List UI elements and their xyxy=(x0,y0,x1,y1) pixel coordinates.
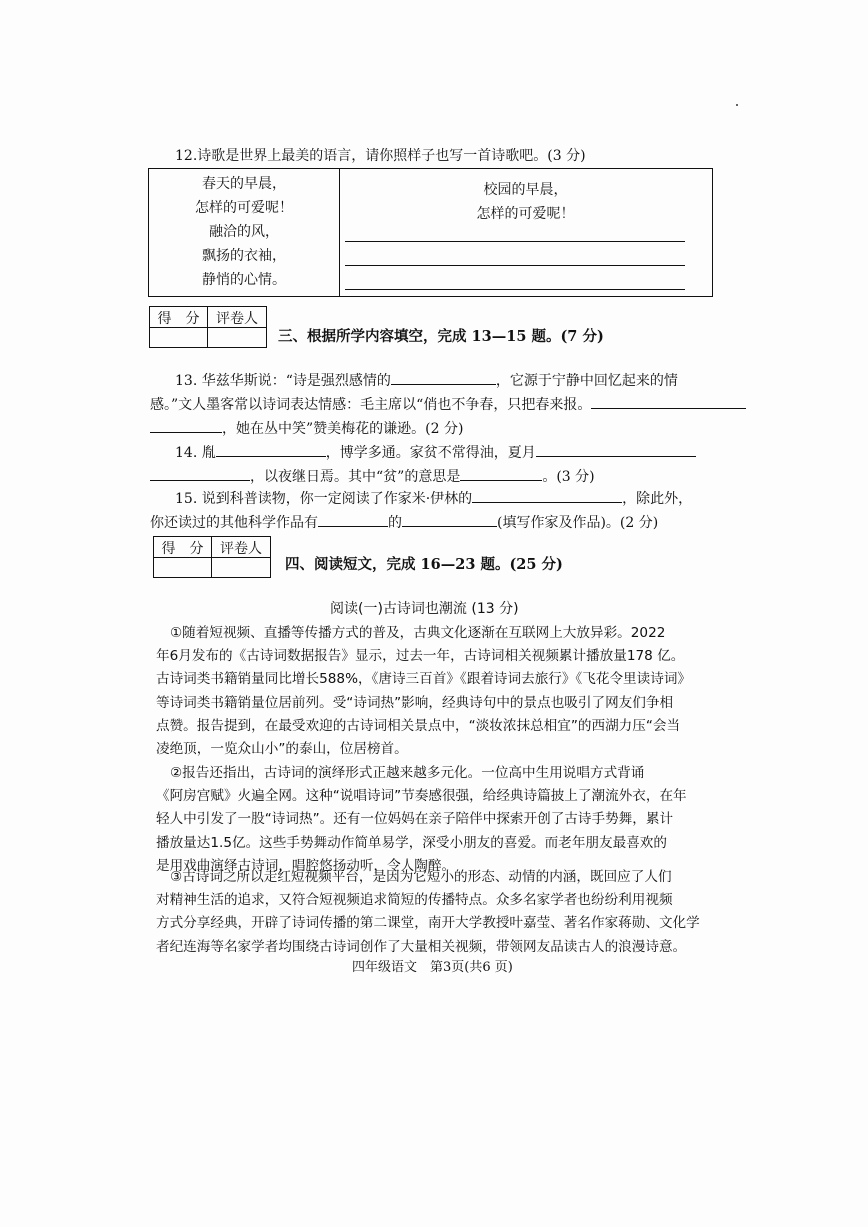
paragraph-line: ②报告还指出，古诗词的演绎形式正越来越多元化。一位高中生用说唱方式背诵 xyxy=(170,765,645,781)
section-4-title: 四、阅读短文，完成 16—23 题。(25 分) xyxy=(285,556,563,573)
paragraph-1 xyxy=(156,622,711,761)
poem-line: 春天的早晨， xyxy=(202,176,286,192)
question-12: 12.诗歌是世界上最美的语言，请你照样子也写一首诗歌吧。(3 分) xyxy=(175,148,586,164)
answer-blank[interactable] xyxy=(318,512,388,527)
answer-blank[interactable] xyxy=(150,418,222,433)
paragraph-line: 等诗词类书籍销量位居前列。受“诗词热”影响，经典诗句中的景点也吸引了网友们争相 xyxy=(156,694,674,711)
poem-line: 融洽的风， xyxy=(209,224,279,240)
question-13-line-1 xyxy=(175,370,678,391)
q15-text: 你还读过的其他科学作品有 xyxy=(150,515,318,531)
answer-blank[interactable] xyxy=(391,370,496,385)
paragraph-line: ③古诗词之所以走红短视频平台，是因为它短小的形态、动情的内涵，既回应了人们 xyxy=(170,869,672,885)
answer-blank[interactable] xyxy=(402,512,497,527)
q14-text: ，博学多通。家贫不常得油，夏月 xyxy=(325,445,536,461)
q14-text: ，以夜继日焉。其中“贫”的意思是 xyxy=(250,469,461,485)
reading-title: 阅读(一)古诗词也潮流 (13 分) xyxy=(330,601,519,617)
example-poem xyxy=(149,169,340,296)
q13-text: ，它源于宁静中回忆起来的情 xyxy=(495,373,678,389)
paragraph-line: 《阿房宫赋》火遍全网。这种“说唱诗词”节奏感很强，给经典诗篇披上了潮流外衣，在年 xyxy=(156,788,687,805)
answer-blank[interactable] xyxy=(150,466,250,481)
q15-text: 15. 说到科普读物，你一定阅读了作家米·伊林的 xyxy=(175,491,473,507)
paragraph-line: 播放量达1.5亿。这些手势舞动作简单易学，深受小朋友的喜爱。而老年朋友最喜欢的 xyxy=(156,834,667,851)
score-label: 得 分 xyxy=(157,311,200,327)
paragraph-line: ①随着短视频、直播等传播方式的普及，古典文化逐渐在互联网上大放异彩。2022 xyxy=(170,625,666,641)
score-box xyxy=(153,536,271,578)
q13-text: 感。”文人墨客常以诗词表达情感：毛主席以“俏也不争春，只把春来报。 xyxy=(150,397,592,413)
paragraph-line: 轻人中引发了一股“诗词热”。还有一位妈妈在亲子陪伴中探索开创了古诗手势舞，累计 xyxy=(156,811,674,828)
answer-blank[interactable] xyxy=(591,394,746,409)
answer-blank[interactable] xyxy=(536,442,696,457)
poem-line: 静悄的心情。 xyxy=(202,272,286,288)
q15-text: ，除此外， xyxy=(622,491,693,507)
paragraph-line: 对精神生活的追求，又符合短视频追求简短的传播特点。众多名家学者也纷纷利用视频 xyxy=(156,892,673,909)
answer-blank[interactable] xyxy=(472,488,622,503)
grader-label: 评卷人 xyxy=(220,541,262,557)
q14-text: 。(3 分) xyxy=(542,469,595,485)
question-14-line-2 xyxy=(150,466,595,487)
paragraph-line: 者纪连海等名家学者均围绕古诗词创作了大量相关视频，带领网友品读古人的浪漫诗意。 xyxy=(156,938,687,955)
q15-text: (填写作家及作品)。(2 分) xyxy=(497,515,659,531)
q13-text: 13. 华兹华斯说：“诗是强烈感情的 xyxy=(175,373,391,389)
poem-line: 怎样的可爱呢！ xyxy=(476,206,575,222)
paragraph-line: 年6月发布的《古诗词数据报告》显示，过去一年，古诗词相关视频累计播放量178 亿。 xyxy=(156,648,685,665)
poem-line: 校园的早晨， xyxy=(483,182,568,198)
q15-text: 的 xyxy=(388,515,402,531)
question-14-line-1 xyxy=(175,442,696,463)
answer-blank[interactable] xyxy=(460,466,542,481)
q14-text: 14. 胤 xyxy=(175,445,216,461)
answer-line[interactable] xyxy=(345,241,685,242)
paragraph-line: 凌绝顶，一览众山小”的泰山，位居榜首。 xyxy=(156,741,408,758)
grader-label: 评卷人 xyxy=(216,311,258,327)
question-13-line-3 xyxy=(150,418,463,439)
paragraph-3 xyxy=(156,866,711,959)
q13-text: ，她在丛中笑”赞美梅花的谦逊。(2 分) xyxy=(222,421,464,437)
question-15-line-1 xyxy=(175,488,692,509)
question-15-line-2 xyxy=(150,512,658,533)
paragraph-line: 是用戏曲演绎古诗词，唱腔悠扬动听，令人陶醉。 xyxy=(156,857,456,874)
paragraph-2 xyxy=(156,762,711,878)
paragraph-line: 方式分享经典，开辟了诗词传播的第二课堂，南开大学教授叶嘉莹、著名作家蒋勋、文化学 xyxy=(156,915,700,932)
score-label: 得 分 xyxy=(161,541,204,557)
answer-line[interactable] xyxy=(345,265,685,266)
scan-speck xyxy=(736,104,738,106)
section-3-title: 三、根据所学内容填空，完成 13—15 题。(7 分) xyxy=(278,328,604,345)
poem-table xyxy=(148,168,713,297)
page-footer: 四年级语文 第3页(共6 页) xyxy=(352,960,513,975)
score-box xyxy=(149,306,267,348)
answer-blank[interactable] xyxy=(216,442,326,457)
poem-line: 飘扬的衣袖， xyxy=(202,248,286,264)
paragraph-line: 点赞。报告提到，在最受欢迎的古诗词相关景点中，“淡妆浓抹总相宜”的西湖力压“会当 xyxy=(156,717,681,734)
answer-line[interactable] xyxy=(345,289,685,290)
paragraph-line: 古诗词类书籍销量同比增长588%，《唐诗三百首》《跟着诗词去旅行》《飞花令里读诗词》 xyxy=(156,671,692,688)
poem-line: 怎样的可爱呢！ xyxy=(195,200,293,216)
question-13-line-2 xyxy=(150,394,746,415)
